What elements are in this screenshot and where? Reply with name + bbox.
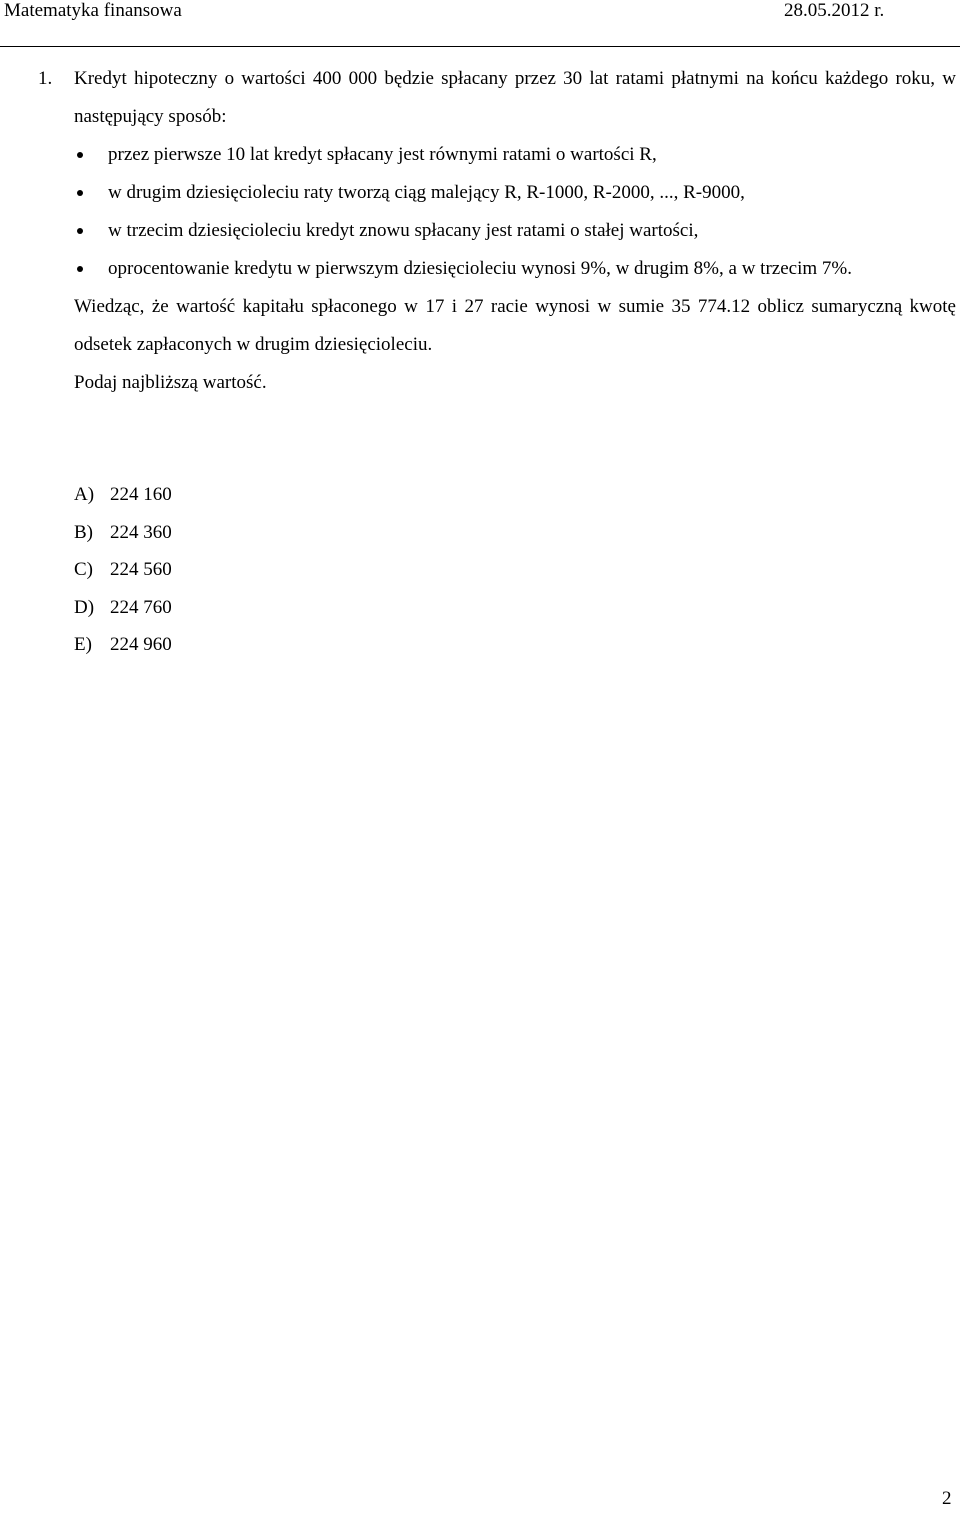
question-statement: Wiedząc, że wartość kapitału spłaconego w 17 i 27 racie wynosi w sumie 35 774.12 oblicz sumaryczną kwotę odsetek zapłaconych w drugim dziesięcioleciu. bbox=[74, 296, 956, 355]
page-header bbox=[0, 0, 960, 47]
answer-option-b bbox=[74, 514, 172, 552]
answer-value: 224 160 bbox=[110, 484, 172, 505]
answer-options bbox=[74, 476, 172, 664]
list-item bbox=[0, 212, 956, 250]
answer-option-e bbox=[74, 626, 172, 664]
answer-letter: D) bbox=[74, 596, 95, 618]
list-item bbox=[0, 250, 956, 288]
bullet-icon bbox=[77, 190, 83, 196]
list-item-text: w drugim dziesięcioleciu raty tworzą ciąg malejący R, R-1000, R-2000, ..., R-9000, bbox=[108, 182, 745, 203]
bullet-icon bbox=[77, 266, 83, 272]
question-number: 1. bbox=[38, 68, 53, 89]
answer-letter: A) bbox=[74, 484, 95, 505]
answer-value: 224 960 bbox=[110, 634, 172, 655]
list-item bbox=[0, 174, 956, 212]
list-item-text: oprocentowanie kredytu w pierwszym dziesięcioleciu wynosi 9%, w drugim 8%, a w trzecim 7%. bbox=[108, 258, 852, 279]
page-content bbox=[0, 60, 960, 402]
list-item-text: przez pierwsze 10 lat kredyt spłacany jest równymi ratami o wartości R, bbox=[108, 144, 657, 165]
question-instruction: Podaj najbliższą wartość. bbox=[74, 372, 267, 393]
bullet-icon bbox=[77, 152, 83, 158]
list-item-text: w trzecim dziesięcioleciu kredyt znowu spłacany jest ratami o stałej wartości, bbox=[108, 220, 699, 241]
question-intro bbox=[0, 60, 956, 136]
answer-letter: C) bbox=[74, 559, 93, 580]
page-number: 2 bbox=[942, 1488, 952, 1509]
answer-letter: E) bbox=[74, 634, 92, 655]
answer-option-c bbox=[74, 551, 172, 589]
answer-value: 224 360 bbox=[110, 521, 172, 543]
condition-list bbox=[0, 136, 960, 288]
answer-option-a bbox=[74, 476, 172, 514]
answer-letter: B) bbox=[74, 521, 93, 543]
list-item bbox=[0, 136, 956, 174]
header-date: 28.05.2012 r. bbox=[784, 0, 885, 21]
answer-value: 224 760 bbox=[110, 596, 172, 618]
answer-value: 224 560 bbox=[110, 559, 172, 580]
question-intro-text: Kredyt hipoteczny o wartości 400 000 będzie spłacany przez 30 lat ratami płatnymi na końcu każdego roku, w następujący sposób: bbox=[74, 68, 956, 127]
bullet-icon bbox=[77, 228, 83, 234]
header-title: Matematyka finansowa bbox=[4, 0, 182, 21]
answer-option-d bbox=[74, 589, 172, 627]
